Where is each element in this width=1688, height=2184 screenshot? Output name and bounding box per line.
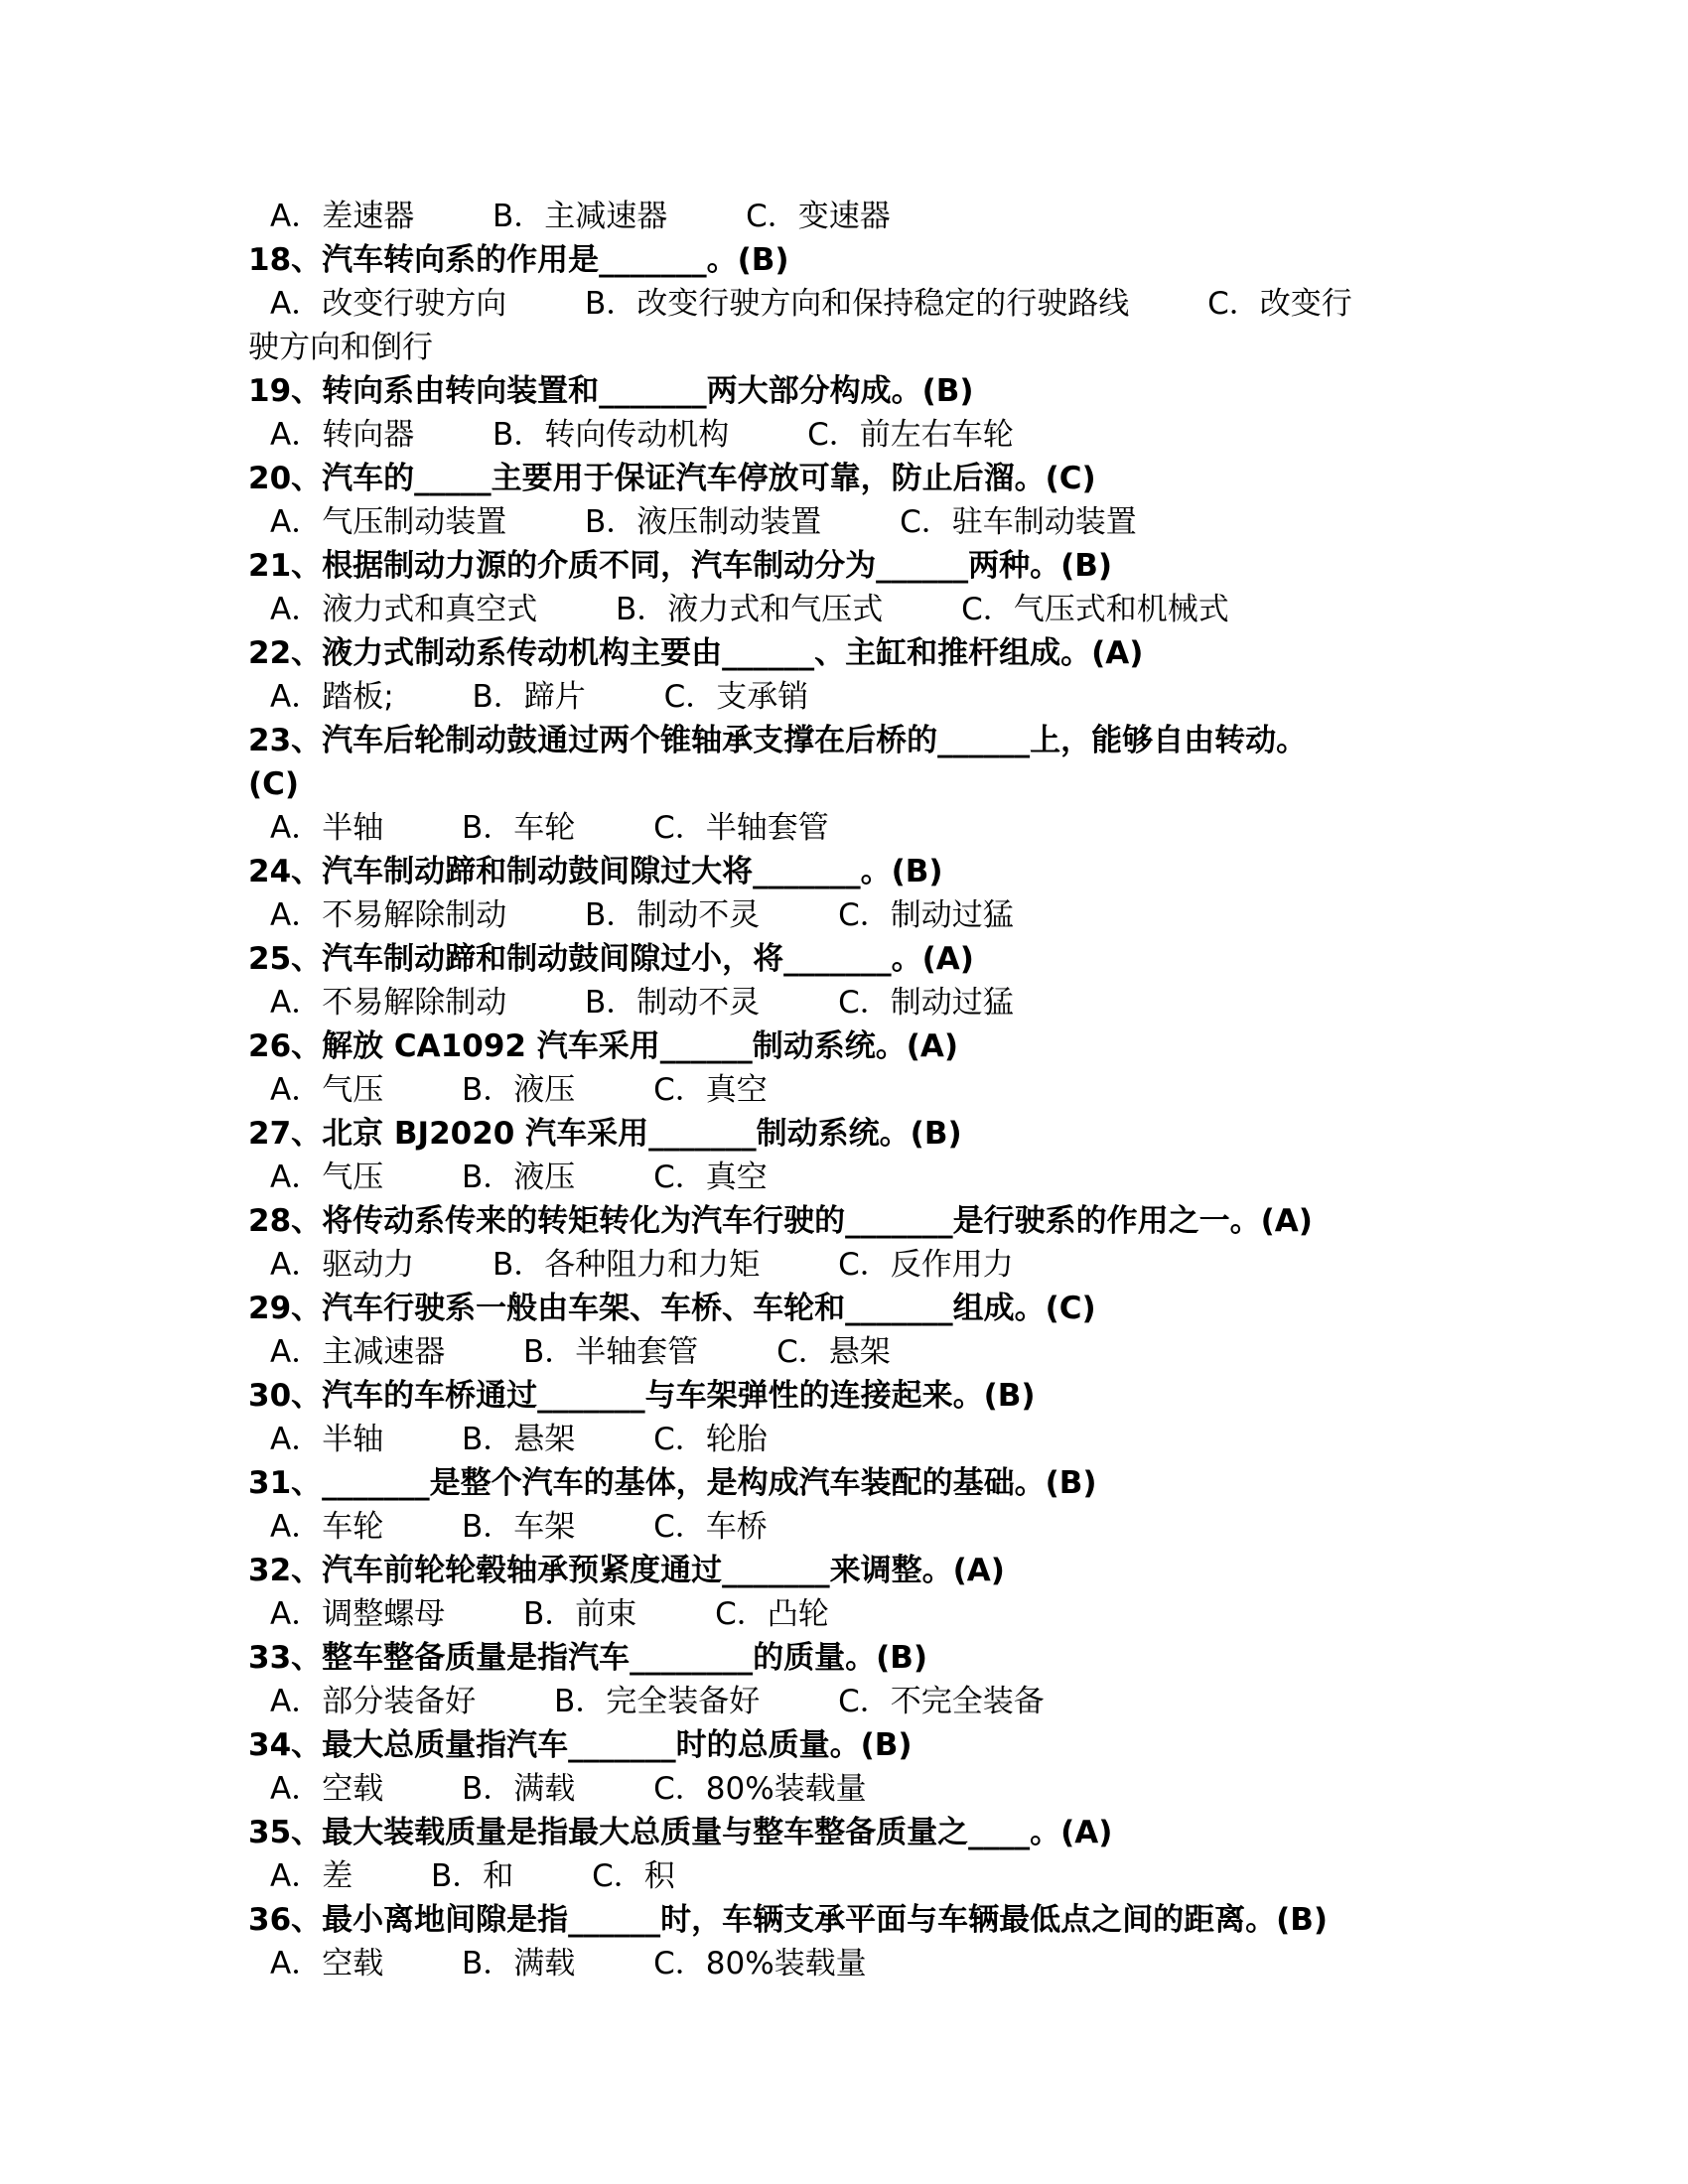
options-line: A．气压 B．液压 C．真空	[270, 1072, 768, 1108]
options-line: A．驱动力 B．各种阻力和力矩 C．反作用力	[270, 1247, 1014, 1283]
options-line: A．半轴 B．悬架 C．轮胎	[270, 1422, 768, 1457]
question-line: 34、最大总质量指汽车_______时的总质量。(B)	[248, 1727, 913, 1763]
question-line: 30、汽车的车桥通过_______与车架弹性的连接起来。(B)	[248, 1378, 1036, 1414]
question-line: 31、_______是整个汽车的基体，是构成汽车装配的基础。(B)	[248, 1465, 1097, 1501]
question-line: 26、解放 CA1092 汽车采用______制动系统。(A)	[248, 1028, 959, 1064]
options-line: A．改变行驶方向 B．改变行驶方向和保持稳定的行驶路线 C．改变行	[270, 286, 1352, 322]
question-line: 22、液力式制动系传动机构主要由______、主缸和推杆组成。(A)	[248, 635, 1144, 671]
options-line: A．气压 B．液压 C．真空	[270, 1160, 768, 1195]
options-line: A．半轴 B．车轮 C．半轴套管	[270, 810, 829, 846]
options-line: A．气压制动装置 B．液压制动装置 C．驻车制动装置	[270, 504, 1137, 540]
question-line: 23、汽车后轮制动鼓通过两个锥轴承支撑在后桥的______上，能够自由转动。	[248, 723, 1308, 758]
question-line: 18、汽车转向系的作用是_______。(B)	[248, 242, 789, 278]
question-line: 21、根据制动力源的介质不同，汽车制动分为______两种。(B)	[248, 548, 1113, 584]
question-line: 19、转向系由转向装置和_______两大部分构成。(B)	[248, 373, 974, 409]
question-line: 28、将传动系传来的转矩转化为汽车行驶的_______是行驶系的作用之一。(A)	[248, 1203, 1313, 1239]
document-page	[248, 195, 1440, 1985]
options-line: A．部分装备好 B．完全装备好 C．不完全装备	[270, 1684, 1045, 1719]
options-continuation-line: 驶方向和倒行	[248, 330, 433, 365]
question-line: 33、整车整备质量是指汽车________的质量。(B)	[248, 1640, 928, 1676]
options-line: A．空载 B．满载 C．80%装载量	[270, 1946, 867, 1981]
options-line: A．液力式和真空式 B．液力式和气压式 C．气压式和机械式	[270, 592, 1229, 627]
question-line: 36、最小离地间隙是指______时，车辆支承平面与车辆最低点之间的距离。(B)	[248, 1902, 1329, 1938]
question-line: 25、汽车制动蹄和制动鼓间隙过小，将_______。(A)	[248, 941, 974, 977]
options-line: A．差 B．和 C．积	[270, 1858, 675, 1894]
question-line: 27、北京 BJ2020 汽车采用_______制动系统。(B)	[248, 1116, 962, 1152]
options-line: A．不易解除制动 B．制动不灵 C．制动过猛	[270, 897, 1014, 933]
options-line: A．差速器 B．主减速器 C．变速器	[270, 199, 891, 234]
options-line: A．踏板; B．蹄片 C．支承销	[270, 679, 809, 715]
options-line: A．转向器 B．转向传动机构 C．前左右车轮	[270, 417, 1014, 453]
options-line: A．不易解除制动 B．制动不灵 C．制动过猛	[270, 985, 1014, 1021]
options-line: A．车轮 B．车架 C．车桥	[270, 1509, 768, 1545]
question-line: 29、汽车行驶系一般由车架、车桥、车轮和_______组成。(C)	[248, 1291, 1096, 1326]
question-line: 20、汽车的_____主要用于保证汽车停放可靠，防止后溜。(C)	[248, 461, 1096, 496]
options-line: A．空载 B．满载 C．80%装载量	[270, 1771, 867, 1807]
question-line: 32、汽车前轮轮毂轴承预紧度通过_______来调整。(A)	[248, 1553, 1005, 1588]
question-continuation-line: (C)	[248, 766, 300, 802]
options-line: A．主减速器 B．半轴套管 C．悬架	[270, 1334, 891, 1370]
options-line: A．调整螺母 B．前束 C．凸轮	[270, 1596, 829, 1632]
question-line: 35、最大装载质量是指最大总质量与整车整备质量之____。(A)	[248, 1815, 1113, 1850]
question-line: 24、汽车制动蹄和制动鼓间隙过大将_______。(B)	[248, 854, 943, 889]
